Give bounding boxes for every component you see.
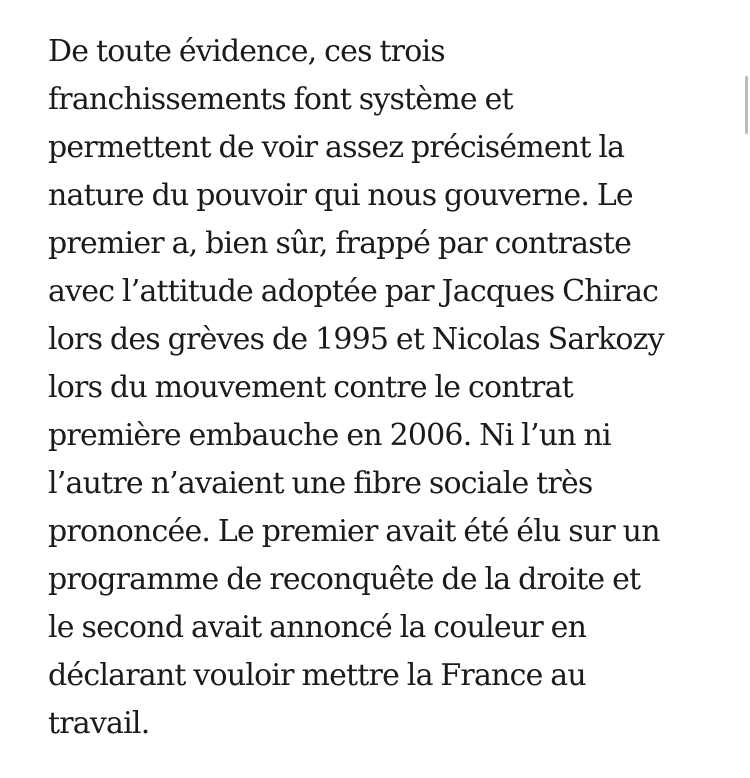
paragraph-line: déclarant vouloir mettre la France au [48, 658, 586, 693]
paragraph-line: première embauche en 2006. Ni l’un ni [48, 418, 611, 453]
paragraph-line: lors des grèves de 1995 et Nicolas Sarkozy [48, 322, 664, 357]
paragraph-line: De toute évidence, ces trois [48, 34, 445, 69]
paragraph-line: avec l’attitude adoptée par Jacques Chirac [48, 274, 659, 309]
paragraph-line: prononcée. Le premier avait été élu sur un [48, 514, 660, 549]
scrollbar-thumb[interactable] [745, 76, 748, 134]
paragraph-line: travail. [48, 706, 150, 741]
paragraph-line: permettent de voir assez précisément la [48, 130, 625, 165]
article-paragraph [48, 28, 708, 748]
paragraph-line: franchissements font système et [48, 82, 513, 117]
paragraph-line: programme de reconquête de la droite et [48, 562, 641, 597]
paragraph-line: nature du pouvoir qui nous gouverne. Le [48, 178, 633, 213]
paragraph-line: premier a, bien sûr, frappé par contraste [48, 226, 632, 261]
paragraph-line: l’autre n’avaient une fibre sociale très [48, 466, 593, 501]
paragraph-line: le second avait annoncé la couleur en [48, 610, 587, 645]
paragraph-line: lors du mouvement contre le contrat [48, 370, 573, 405]
